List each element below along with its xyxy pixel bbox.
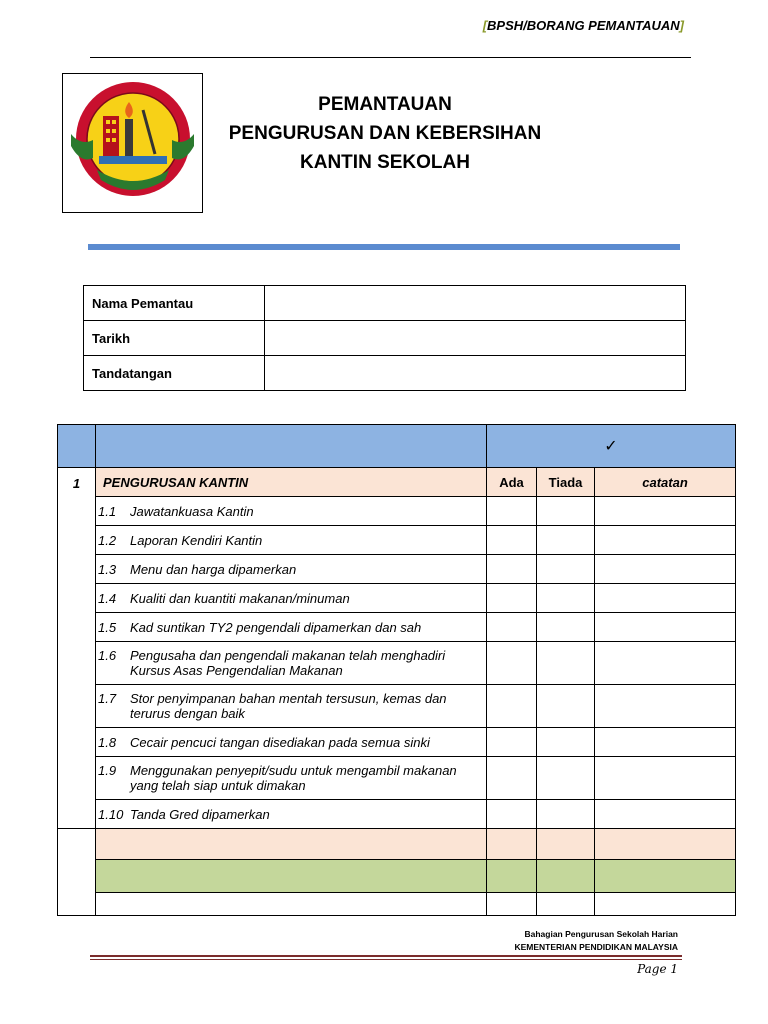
header-cell-item	[96, 425, 487, 468]
checklist-item-ada-cell[interactable]	[487, 584, 537, 613]
checklist-item-tiada-cell[interactable]	[537, 497, 595, 526]
checklist-item-catatan-cell[interactable]	[595, 613, 736, 642]
checklist-item-number: 1.6	[98, 648, 117, 663]
checklist-item-text	[96, 685, 487, 728]
summary-row-green	[58, 860, 736, 893]
checklist-item-row	[58, 800, 736, 829]
checklist-item-description: Jawatankuasa Kantin	[130, 503, 254, 519]
checklist-table	[57, 424, 736, 916]
checklist-item-text	[96, 613, 487, 642]
checklist-item-number: 1.2	[98, 532, 117, 548]
checklist-item-tiada-cell[interactable]	[537, 555, 595, 584]
blank-cell-ada[interactable]	[487, 893, 537, 916]
info-label-date: Tarikh	[84, 321, 265, 356]
info-value-date-field[interactable]	[265, 321, 686, 356]
form-code-close-bracket: ]	[679, 18, 684, 33]
checklist-item-description: Pengusaha dan pengendali makanan telah menghadiri Kursus Asas Pengendalian Makanan	[130, 648, 446, 678]
footer-rule-thick	[90, 955, 682, 957]
checklist-item-catatan-cell[interactable]	[595, 584, 736, 613]
info-value-name-field[interactable]	[265, 286, 686, 321]
checklist-item-ada-cell[interactable]	[487, 728, 537, 757]
checklist-item-row	[58, 685, 736, 728]
info-label-signature: Tandatangan	[84, 356, 265, 391]
checklist-item-text	[96, 526, 487, 555]
checklist-item-row	[58, 757, 736, 800]
checklist-item-ada-cell[interactable]	[487, 685, 537, 728]
info-row-date	[84, 321, 686, 356]
info-row-name	[84, 286, 686, 321]
checklist-item-text	[96, 757, 487, 800]
section-title: PENGURUSAN KANTIN	[96, 468, 487, 497]
checklist-header-row	[58, 425, 736, 468]
checklist-item-catatan-cell[interactable]	[595, 642, 736, 685]
checklist-item-ada-cell[interactable]	[487, 642, 537, 685]
title-line-1: PEMANTAUAN	[318, 94, 452, 115]
checklist-item-ada-cell[interactable]	[487, 497, 537, 526]
page-title	[210, 90, 560, 177]
info-row-signature	[84, 356, 686, 391]
checklist-item-tiada-cell[interactable]	[537, 728, 595, 757]
checklist-item-catatan-cell[interactable]	[595, 728, 736, 757]
checklist-item-tiada-cell[interactable]	[537, 757, 595, 800]
checklist-item-number: 1.8	[98, 734, 117, 750]
checklist-item-tiada-cell[interactable]	[537, 642, 595, 685]
summary-cell-tiada[interactable]	[537, 829, 595, 860]
monitor-info-table	[83, 285, 686, 391]
title-divider-bar	[88, 244, 680, 250]
checklist-item-description: Stor penyimpanan bahan mentah tersusun, kemas dan terurus dengan baik	[130, 691, 447, 721]
checklist-item-description: Menu dan harga dipamerkan	[130, 561, 297, 577]
checklist-item-row	[58, 555, 736, 584]
checklist-item-catatan-cell[interactable]	[595, 497, 736, 526]
checklist-item-ada-cell[interactable]	[487, 526, 537, 555]
green-cell-tiada[interactable]	[537, 860, 595, 893]
info-value-signature-field[interactable]	[265, 356, 686, 391]
section-number: 1	[58, 468, 96, 829]
header-rule	[90, 57, 691, 58]
checklist-item-description: Laporan Kendiri Kantin	[130, 532, 263, 548]
school-crest-icon	[63, 74, 202, 212]
checklist-item-text	[96, 728, 487, 757]
footer-org-line-2: KEMENTERIAN PENDIDIKAN MALAYSIA	[514, 942, 678, 952]
checklist-item-number: 1.5	[98, 619, 117, 635]
form-code-text: BPSH/BORANG PEMANTAUAN	[487, 18, 680, 33]
checklist-item-row	[58, 526, 736, 555]
checklist-item-description: Menggunakan penyepit/sudu untuk mengambil makanan yang telah siap untuk dimakan	[130, 763, 457, 793]
summary-row-peach	[58, 829, 736, 860]
green-cell-ada[interactable]	[487, 860, 537, 893]
checklist-item-description: Tanda Gred dipamerkan	[130, 806, 270, 822]
checklist-item-row	[58, 584, 736, 613]
checklist-item-ada-cell[interactable]	[487, 613, 537, 642]
section-row	[58, 468, 736, 497]
logo-frame	[62, 73, 203, 213]
check-mark-icon: ✓	[487, 425, 736, 468]
checklist-item-tiada-cell[interactable]	[537, 584, 595, 613]
checklist-item-catatan-cell[interactable]	[595, 555, 736, 584]
checklist-item-text	[96, 642, 487, 685]
title-line-2: PENGURUSAN DAN KEBERSIHAN	[228, 123, 542, 144]
checklist-item-number: 1.1	[98, 503, 117, 519]
checklist-item-catatan-cell[interactable]	[595, 526, 736, 555]
blank-row	[58, 893, 736, 916]
checklist-item-text	[96, 497, 487, 526]
checklist-item-row	[58, 497, 736, 526]
checklist-item-text	[96, 800, 487, 829]
checklist-item-tiada-cell[interactable]	[537, 685, 595, 728]
green-cell-item	[96, 860, 487, 893]
checklist-item-tiada-cell[interactable]	[537, 526, 595, 555]
checklist-item-row	[58, 613, 736, 642]
summary-number-cell	[58, 829, 96, 916]
footer-rule-thin	[90, 959, 682, 960]
checklist-item-row	[58, 642, 736, 685]
checklist-item-catatan-cell[interactable]	[595, 685, 736, 728]
checklist-item-description: Kualiti dan kuantiti makanan/minuman	[130, 590, 350, 606]
form-code-open-bracket: [	[482, 18, 488, 33]
checklist-item-row	[58, 728, 736, 757]
footer-org-line-1: Bahagian Pengurusan Sekolah Harian	[524, 929, 678, 939]
checklist-item-text	[96, 555, 487, 584]
page-number: Page 1	[637, 962, 678, 976]
checklist-item-ada-cell[interactable]	[487, 800, 537, 829]
checklist-item-ada-cell[interactable]	[487, 757, 537, 800]
column-header-catatan: catatan	[595, 468, 736, 497]
header-cell-number	[58, 425, 96, 468]
info-label-name: Nama Pemantau	[84, 286, 265, 321]
summary-cell-ada[interactable]	[487, 829, 537, 860]
checklist-item-catatan-cell[interactable]	[595, 800, 736, 829]
checklist-item-text	[96, 584, 487, 613]
checklist-item-tiada-cell[interactable]	[537, 800, 595, 829]
column-header-tiada: Tiada	[537, 468, 595, 497]
summary-cell-catatan[interactable]	[595, 829, 736, 860]
checklist-item-ada-cell[interactable]	[487, 555, 537, 584]
blank-cell-item	[96, 893, 487, 916]
checklist-item-number: 1.10	[98, 806, 124, 822]
blank-cell-catatan[interactable]	[595, 893, 736, 916]
checklist-item-description: Cecair pencuci tangan disediakan pada semua sinki	[130, 734, 430, 750]
title-line-3: KANTIN SEKOLAH	[300, 152, 470, 173]
blank-cell-tiada[interactable]	[537, 893, 595, 916]
green-cell-catatan[interactable]	[595, 860, 736, 893]
checklist-item-number: 1.3	[98, 561, 117, 577]
checklist-item-number: 1.9	[98, 763, 117, 778]
checklist-item-description: Kad suntikan TY2 pengendali dipamerkan dan sah	[130, 619, 422, 635]
checklist-item-tiada-cell[interactable]	[537, 613, 595, 642]
checklist-item-number: 1.4	[98, 590, 117, 606]
checklist-item-number: 1.7	[98, 691, 117, 706]
summary-cell-item	[96, 829, 487, 860]
checklist-item-catatan-cell[interactable]	[595, 757, 736, 800]
form-code	[483, 18, 684, 33]
column-header-ada: Ada	[487, 468, 537, 497]
